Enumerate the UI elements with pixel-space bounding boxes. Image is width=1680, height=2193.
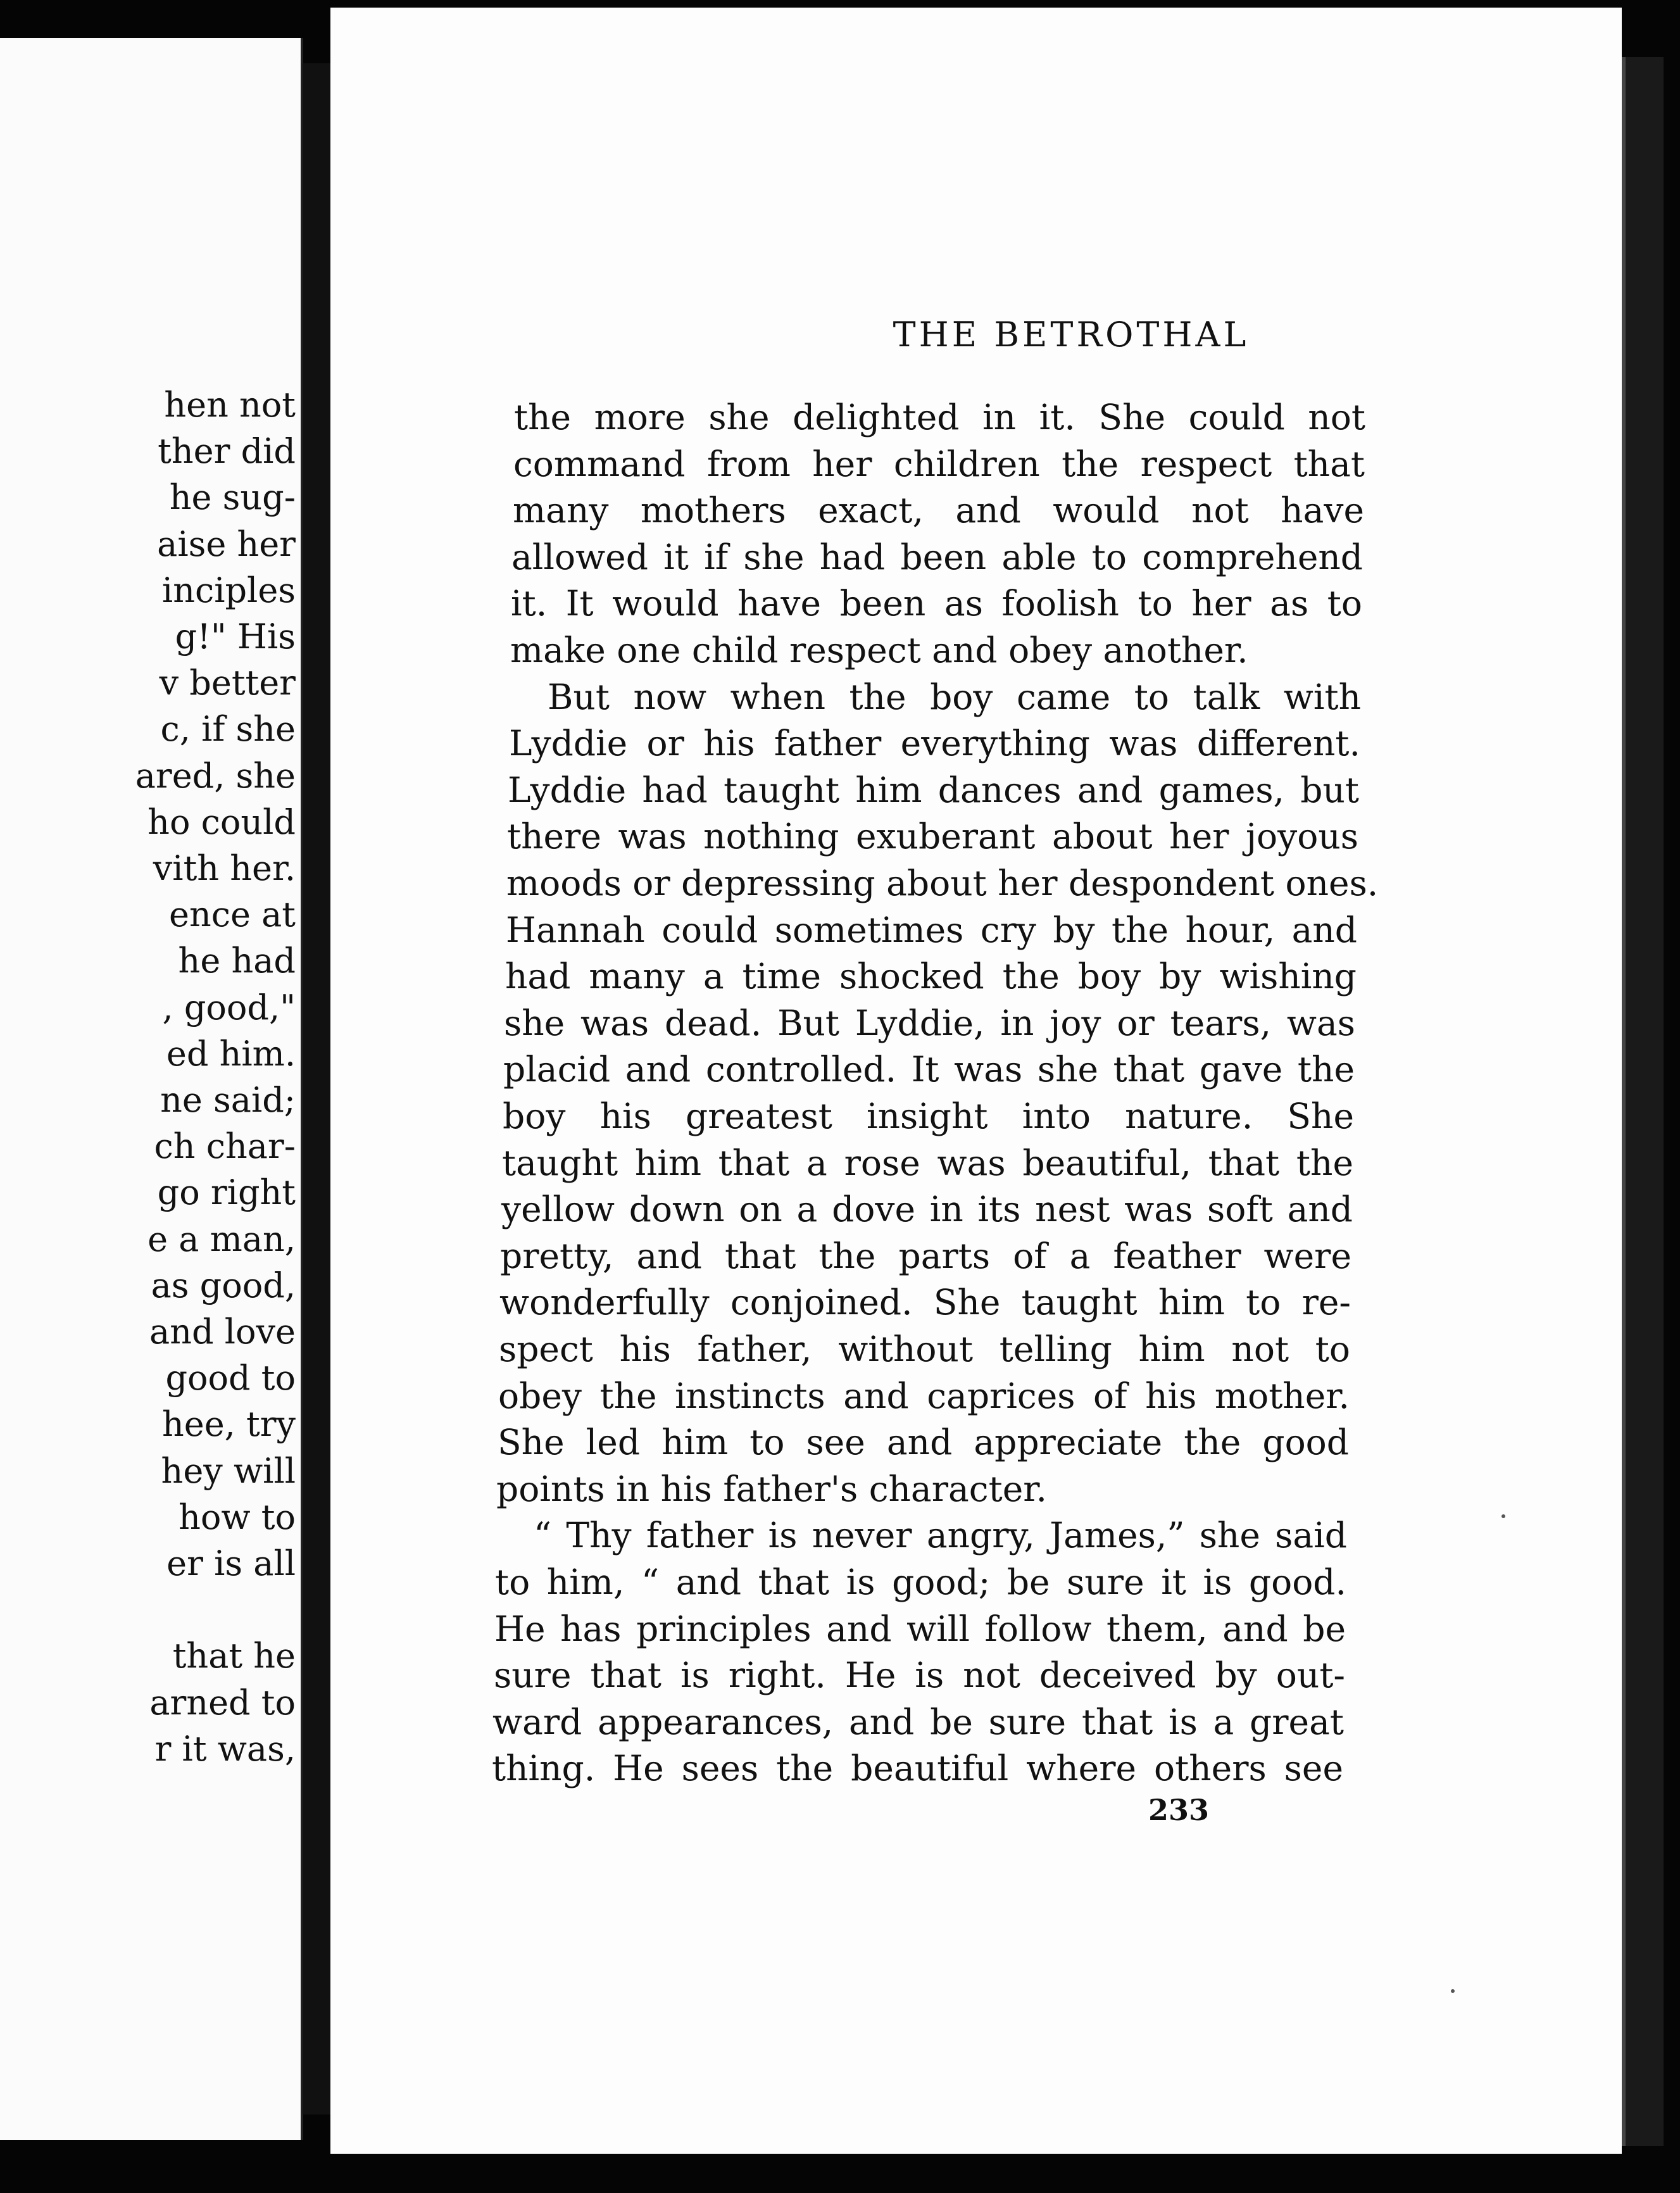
scan-speck [1451, 1989, 1455, 1993]
left-page-line: g!" His [175, 617, 296, 657]
left-page-line: r it was, [154, 1728, 296, 1769]
body-text-line: thing. He sees the beautiful where others see [492, 1748, 1343, 1789]
body-text-line: ward appearances, and be sure that is a great [492, 1701, 1344, 1742]
left-page-line: ho could [147, 801, 296, 842]
left-page-line: er is all [166, 1543, 296, 1583]
body-text-line: sure that is right. He is not deceived by out- [494, 1655, 1345, 1696]
left-page-line: ence at [169, 895, 296, 935]
body-text-line: make one child respect and obey another. [510, 630, 1248, 670]
left-page-line: hey will [161, 1450, 296, 1491]
body-text-line: She led him to see and appreciate the good [498, 1422, 1349, 1463]
left-page-line: that he [172, 1636, 296, 1676]
left-page-line: ch char- [154, 1126, 296, 1167]
body-text-line: But now when the boy came to talk with [548, 676, 1361, 717]
left-page-line: inciples [161, 570, 296, 610]
body-text-line: there was nothing exuberant about her joyous [507, 816, 1358, 857]
left-page-line: hen not [164, 385, 296, 425]
body-text-line: placid and controlled. It was she that gave the [503, 1049, 1355, 1090]
left-page-line: ne said; [160, 1080, 296, 1120]
body-text-line: wonderfully conjoined. She taught him to re- [499, 1282, 1351, 1323]
body-text-line: many mothers exact, and would not have [513, 490, 1364, 531]
book-edge [1622, 57, 1664, 2146]
left-page-line: he sug- [169, 477, 296, 518]
body-text-line: it. It would have been as foolish to her as to [511, 583, 1362, 624]
body-text-line: command from her children the respect that [513, 443, 1365, 484]
body-text-line: Lyddie had taught him dances and games, but [508, 769, 1359, 810]
left-page-line: v better [159, 663, 296, 703]
right-page [330, 8, 1622, 2154]
body-text-line: yellow down on a dove in its nest was soft and [501, 1189, 1353, 1230]
left-page-line: good to [165, 1358, 296, 1398]
scan-speck [1501, 1514, 1505, 1518]
body-text-line: Lyddie or his father everything was different. [509, 723, 1360, 764]
left-page-line: hee, try [161, 1404, 296, 1445]
left-page-line: e a man, [147, 1219, 296, 1259]
body-text-line: pretty, and that the parts of a feather were [500, 1235, 1351, 1276]
body-text-line: Hannah could sometimes cry by the hour, and [506, 909, 1357, 950]
body-text-line: spect his father, without telling him not to [499, 1329, 1350, 1369]
book-gutter [303, 63, 330, 2114]
left-page-line: aise her [157, 524, 296, 564]
body-text-line: taught him that a rose was beautiful, that the [502, 1142, 1353, 1183]
body-text-line: points in his father's character. [496, 1468, 1047, 1509]
body-text-line: she was dead. But Lyddie, in joy or tears, was [504, 1002, 1355, 1043]
left-page-line: c, if she [160, 709, 296, 750]
left-page-line: as good, [151, 1265, 296, 1305]
left-page-line: and love [149, 1312, 296, 1352]
left-page-line: ed him. [166, 1033, 296, 1074]
body-text-line: He has principles and will follow them, and be [494, 1608, 1346, 1649]
left-page-line: go right [157, 1172, 296, 1213]
left-page-line: vith her. [153, 848, 296, 888]
page-number: 233 [1148, 1793, 1210, 1827]
body-text-line: to him, “ and that is good; be sure it is good. [495, 1562, 1346, 1602]
left-page-line: how to [179, 1497, 296, 1537]
left-page-line: ared, she [135, 755, 296, 796]
left-page-line: ther did [158, 431, 296, 472]
body-text-line: obey the instincts and caprices of his mother. [498, 1375, 1350, 1416]
body-text-line: the more she delighted in it. She could not [514, 397, 1365, 437]
body-text-line: moods or depressing about her despondent ones. [506, 863, 1379, 903]
left-page-line: , good," [162, 987, 296, 1027]
body-text-line: allowed it if she had been able to comprehend [511, 536, 1363, 577]
left-facing-page [0, 38, 303, 2140]
left-page-line: he had [178, 941, 296, 981]
body-text-line: had many a time shocked the boy by wishing [505, 956, 1357, 997]
left-page-line: arned to [149, 1682, 296, 1723]
running-head: THE BETROTHAL [893, 315, 1250, 355]
body-text-line: boy his greatest insight into nature. She [503, 1096, 1354, 1136]
body-text-line: “ Thy father is never angry, James,” she said [534, 1515, 1347, 1556]
